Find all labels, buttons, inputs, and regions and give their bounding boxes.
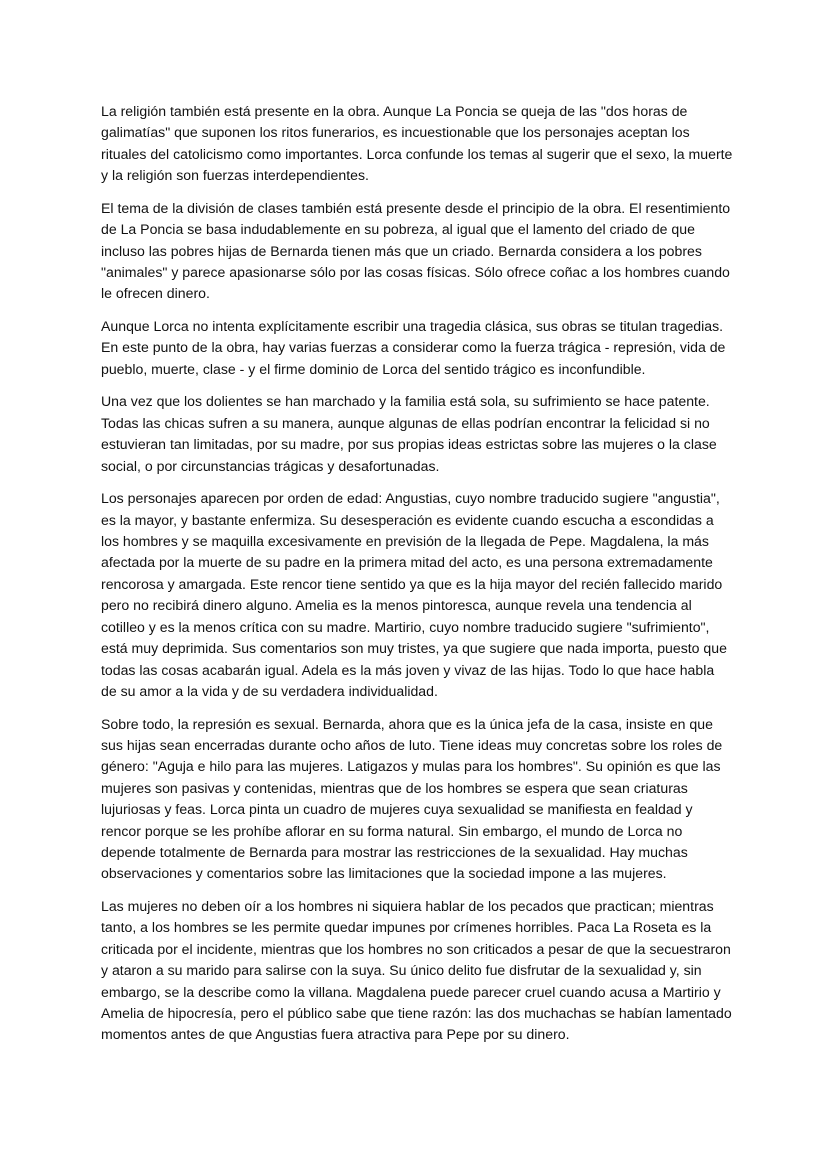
paragraph-sexual-repression: Sobre todo, la represión es sexual. Bernarda, ahora que es la única jefa de la casa, insiste en que sus hijas sean encerradas durante ocho años de luto. Tiene ideas muy concretas sobre los roles de género: "Aguja e hilo para las mujeres. Latigazos y mulas para los hombres". Su opinión es que las mujeres son pasivas y contenidas, mientras que de los hombres se espera que sean criaturas lujuriosas y feas. Lorca pinta un cuadro de mujeres cuya sexualidad se manifiesta en fealdad y rencor porque se les prohíbe aflorar en su forma natural. Sin embargo, el mundo de Lorca no depende totalmente de Bernarda para mostrar las restricciones de la sexualidad. Hay muchas observaciones y comentarios sobre las limitaciones que la sociedad impone a las mujeres. <box>101 715 723 882</box>
paragraph-characters: Los personajes aparecen por orden de edad: Angustias, cuyo nombre traducido sugiere "angustia", es la mayor, y bastante enfermiza. Su desesperación es evidente cuando escucha a escondidas a los hombres y se maquilla excesivamente en previsión de la llegada de Pepe. Magdalena, la más afectada por la muerte de su padre en la primera mitad del acto, es una persona extremadamente rencorosa y amargada. Este rencor tiene sentido ya que es la hija mayor del recién fallecido marido pero no recibirá dinero alguno. Amelia es la menos pintoresca, aunque revela una tendencia al cotilleo y es la menos crítica con su madre. Martirio, cuyo nombre traducido sugiere "sufrimiento", está muy deprimida. Sus comentarios son muy tristes, ya que sugiere que nada importa, puesto que todas las cosas acabarán igual. Adela es la más joven y vivaz de las hijas. Todo lo que hace habla de su amor a la vida y de su verdadera individualidad. <box>101 490 727 699</box>
paragraph-tragedy: Aunque Lorca no intenta explícitamente escribir una tragedia clásica, sus obras se titulan tragedias. En este punto de la obra, hay varias fuerzas a considerar como la fuerza trágica - represión, vida de pueblo, muerte, clase - y el firme dominio de Lorca del sentido trágico es inconfundible. <box>101 318 726 377</box>
paragraph-religion: La religión también está presente en la obra. Aunque La Poncia se queja de las "dos horas de galimatías" que suponen los ritos funerarios, es incuestionable que los personajes aceptan los rituales del catolicismo como importantes. Lorca confunde los temas al sugerir que el sexo, la muerte y la religión son fuerzas interdependientes. <box>101 103 733 184</box>
paragraph-women-restrictions: Las mujeres no deben oír a los hombres ni siquiera hablar de los pecados que practican; mientras tanto, a los hombres se les permite quedar impunes por crímenes horribles. Paca La Roseta es la criticada por el incidente, mientras que los hombres no son criticados a pesar de que la secuestraron y ataron a su marido para salirse con la suya. Su único delito fue disfrutar de la sexualidad y, sin embargo, se la describe como la villana. Magdalena puede parecer cruel cuando acusa a Martirio y Amelia de hipocresía, pero el público sabe que tiene razón: las dos muchachas se habían lamentado momentos antes de que Angustias fuera atractiva para Pepe por su dinero. <box>101 897 732 1043</box>
paragraph-suffering: Una vez que los dolientes se han marchado y la familia está sola, su sufrimiento se hace patente. Todas las chicas sufren a su manera, aunque algunas de ellas podrían encontrar la felicidad si no estuvieran tan limitadas, por su madre, por sus propias ideas estrictas sobre las mujeres o la clase social, o por circunstancias trágicas y desafortunadas. <box>101 393 717 474</box>
document-page <box>101 101 733 1057</box>
paragraph-class-division: El tema de la división de clases también está presente desde el principio de la obra. El resentimiento de La Poncia se basa indudablemente en su pobreza, al igual que el lamento del criado de que incluso las pobres hijas de Bernarda tienen más que un criado. Bernarda considera a los pobres "animales" y parece apasionarse sólo por las cosas físicas. Sólo ofrece coñac a los hombres cuando le ofrecen dinero. <box>101 199 731 302</box>
